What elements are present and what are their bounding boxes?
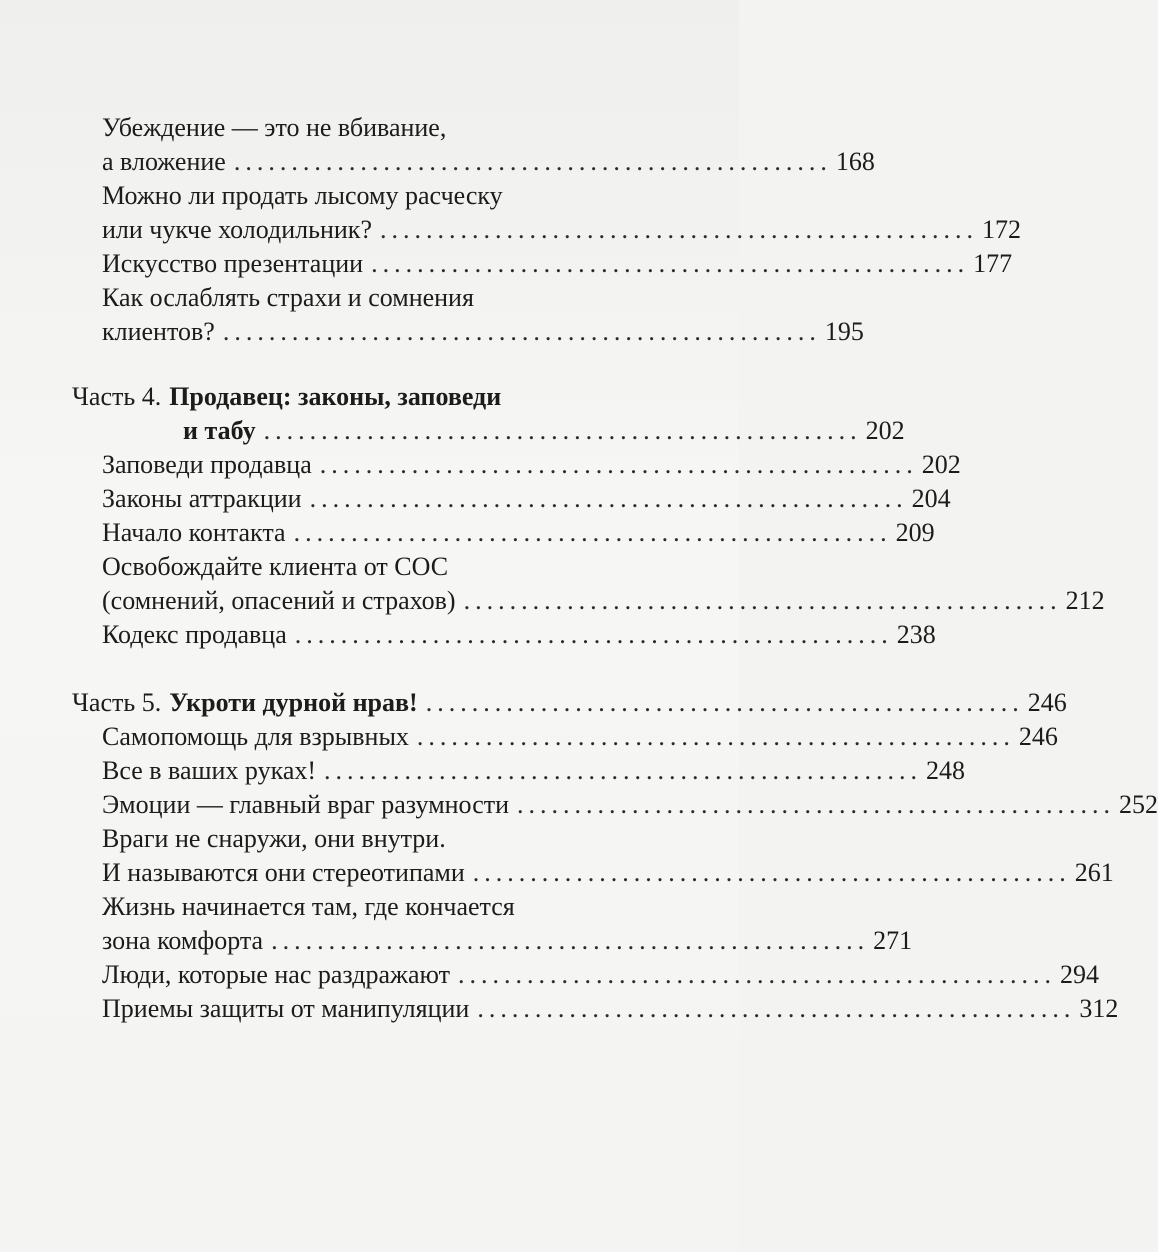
page-number: 172 <box>981 215 1021 244</box>
leader-dots: .................................................... <box>263 416 862 445</box>
leader-dots: .................................................... <box>271 926 870 955</box>
toc-entry: клиентов? .................................................... 195 <box>102 315 692 349</box>
leader-dots: .................................................... <box>309 484 908 513</box>
toc-entry: Законы аттракции .................................................... 204 <box>102 482 692 516</box>
toc-entry: Искусство презентации .................................................... 177 <box>102 247 692 281</box>
leader-dots: .................................................... <box>472 858 1071 887</box>
toc-entry: зона комфорта .................................................... 271 <box>102 924 692 958</box>
page-number: 294 <box>1059 960 1099 989</box>
page-number: 202 <box>921 450 961 479</box>
toc-entry: Люди, которые нас раздражают .................................................... 294 <box>102 958 692 992</box>
toc-entry: Кодекс продавца .................................................... 238 <box>102 618 692 652</box>
leader-dots: .................................................... <box>416 722 1015 751</box>
page-number: 252 <box>1119 790 1158 819</box>
toc-entry: Приемы защиты от манипуляции .................................................... 312 <box>102 992 692 1026</box>
toc-entry: И называются они стереотипами .................................................... 261 <box>102 856 692 890</box>
leader-dots: .................................................... <box>233 147 832 176</box>
part-label: Часть 5. <box>72 688 162 717</box>
page-number: 246 <box>1018 722 1058 751</box>
page-number: 204 <box>911 484 951 513</box>
part-heading <box>72 686 1067 720</box>
toc-entry: Эмоции — главный враг разумности .................................................... 252 <box>102 788 692 822</box>
page-number: 177 <box>973 249 1013 278</box>
toc-entry-text: Можно ли продать лысому расческу <box>102 181 503 210</box>
leader-dots: .................................................... <box>293 518 892 547</box>
leader-dots: .................................................... <box>319 450 918 479</box>
leader-dots: .................................................... <box>371 249 970 278</box>
leader-dots: .................................................... <box>324 756 923 785</box>
page-number: 271 <box>873 926 913 955</box>
leader-dots: .................................................... <box>425 688 1024 717</box>
toc-entry-text: Враги не снаружи, они внутри. <box>102 824 446 853</box>
leader-dots: .................................................... <box>477 994 1076 1023</box>
toc-entry: Все в ваших руках! .................................................... 248 <box>102 754 692 788</box>
part-title: Продавец: законы, заповеди <box>169 382 502 411</box>
toc-entry-text: Убеждение — это не вбивание, <box>102 113 447 142</box>
leader-dots: .................................................... <box>379 215 978 244</box>
part-title: и табу <box>183 416 256 445</box>
part-title: Укроти дурной нрав! <box>169 688 418 717</box>
toc-entry: (сомнений, опасений и страхов) .................................................... 212 <box>102 584 692 618</box>
page-number: 212 <box>1065 586 1105 615</box>
leader-dots: .................................................... <box>457 960 1056 989</box>
toc-entry: а вложение .................................................... 168 <box>102 145 692 179</box>
toc-entry: или чукче холодильник? .................................................... 172 <box>102 213 692 247</box>
page-number: 248 <box>926 756 966 785</box>
page-number: 195 <box>824 317 864 346</box>
leader-dots: .................................................... <box>222 317 821 346</box>
page-number: 202 <box>865 416 905 445</box>
toc-entry: Заповеди продавца .................................................... 202 <box>102 448 692 482</box>
part-label: Часть 4. <box>72 382 162 411</box>
toc-entry-text: Как ослаблять страхи и сомнения <box>102 283 474 312</box>
toc-entry-text: Жизнь начинается там, где кончается <box>102 892 515 921</box>
page-number: 246 <box>1027 688 1067 717</box>
leader-dots: .................................................... <box>517 790 1116 819</box>
page-number: 261 <box>1074 858 1114 887</box>
page-number: 312 <box>1079 994 1119 1023</box>
page-number: 168 <box>835 147 875 176</box>
page-number: 238 <box>896 620 936 649</box>
toc-entry: Самопомощь для взрывных .................................................... 246 <box>102 720 692 754</box>
toc-entry <box>183 414 905 448</box>
page-number: 209 <box>895 518 935 547</box>
toc-entry: Начало контакта .................................................... 209 <box>102 516 692 550</box>
part-heading <box>72 380 702 414</box>
leader-dots: .................................................... <box>294 620 893 649</box>
leader-dots: .................................................... <box>463 586 1062 615</box>
toc-entry-text: Освобождайте клиента от СОС <box>102 552 449 581</box>
